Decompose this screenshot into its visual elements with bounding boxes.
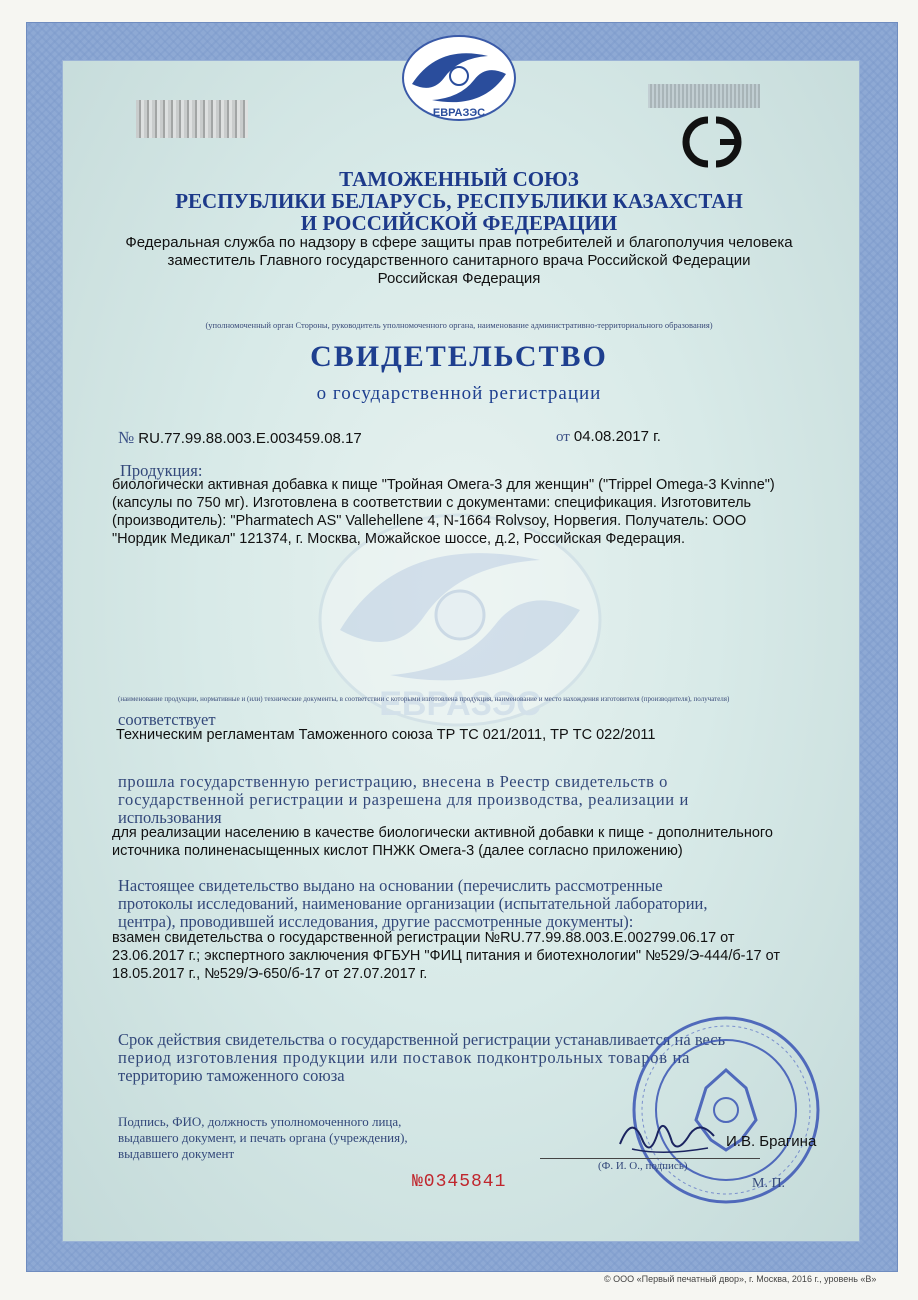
number-prefix: № (118, 428, 135, 447)
product-label: Продукция: (120, 461, 203, 480)
validity-line-3: территорию таможенного союза (118, 1066, 345, 1085)
status-line-3: использования (118, 808, 222, 827)
basis-line-1: Настоящее свидетельство выдано на основании (перечислить рассмотренные (118, 876, 663, 895)
signature-caption: (Ф. И. О., подпись) (598, 1160, 688, 1172)
usage-line-1: для реализации населению в качестве биологически активной добавки к пище - дополнительного (112, 825, 773, 841)
date-prefix: от (556, 429, 570, 445)
product-caption: (наименование продукции, нормативные и (или) технические документы, в соответствии с которыми изготовлена продукция, наименование и место нахождения изготовителя (производителя), получателя) (118, 695, 730, 703)
conformity-mark-icon (668, 112, 756, 172)
svg-text:ЕВРАЗЭС: ЕВРАЗЭС (379, 685, 541, 723)
signature-scribble (612, 1104, 722, 1164)
validity-line-1: Срок действия свидетельства о государственной регистрации устанавливается на весь (118, 1030, 726, 1049)
conformity-text: Техническим регламентам Таможенного союза ТР ТС 021/2011, ТР ТС 022/2011 (116, 727, 656, 743)
signer-name: И.В. Брагина (726, 1133, 817, 1150)
basis-value-line-3: 18.05.2017 г., №529/Э-650/б-17 от 27.07.2017 г. (112, 966, 428, 982)
hologram-strip (136, 100, 248, 138)
authority-caption: (уполномоченный орган Стороны, руководитель уполномоченного органа, наименование административно-территориального образования) (205, 320, 713, 330)
union-title-line-3: И РОССИЙСКОЙ ФЕДЕРАЦИИ (300, 211, 618, 235)
signature-label-line-2: выдавшего документ, и печать органа (учреждения), (118, 1130, 408, 1145)
product-line-4: "Нордик Медикал" 121374, г. Москва, Можайское шоссе, д.2, Российская Федерация. (112, 531, 686, 547)
authority-line-3: Российская Федерация (377, 270, 541, 287)
printer-note: © ООО «Первый печатный двор», г. Москва, 2016 г., уровень «В» (604, 1274, 877, 1284)
certificate-title: СВИДЕТЕЛЬСТВО (310, 340, 608, 373)
validity-line-2: период изготовления продукции или поставок подконтрольных товаров на (118, 1048, 691, 1067)
status-line-2: государственной регистрации и разрешена для производства, реализации и (118, 790, 689, 809)
registration-number: RU.77.99.88.003.E.003459.08.17 (138, 430, 362, 447)
usage-line-2: источника полиненасыщенных кислот ПНЖК Омега-3 (далее согласно приложению) (112, 843, 683, 859)
signature-label-line-3: выдавшего документ (118, 1146, 235, 1161)
product-line-3: (производитель): "Pharmatech AS" Vallehellene 4, N-1664 Rolvsoy, Норвегия. Получатель: ООО (112, 513, 747, 529)
signature-line (540, 1158, 760, 1159)
hologram-strip-right (648, 84, 760, 108)
certificate-subtitle: о государственной регистрации (316, 383, 602, 404)
svg-text:ЕВРАЗЭС: ЕВРАЗЭС (432, 107, 486, 119)
authority-line-1: Федеральная служба по надзору в сфере защиты прав потребителей и благополучия человека (125, 234, 793, 251)
product-line-1: биологически активная добавка к пище "Тройная Омега-3 для женщин" ("Trippel Omega-3 Kvinne") (112, 477, 775, 493)
union-title-line-1: ТАМОЖЕННЫЙ СОЮЗ (339, 167, 579, 191)
conformity-label: соответствует (118, 710, 216, 729)
registration-date-row (556, 428, 661, 446)
product-line-2: (капсулы по 750 мг). Изготовлена в соответствии с документами: спецификация. Изготовитель (112, 495, 752, 511)
registration-date: 04.08.2017 г. (573, 428, 661, 445)
form-number: №0345841 (412, 1172, 507, 1192)
signature-label-line-1: Подпись, ФИО, должность уполномоченного лица, (118, 1114, 402, 1129)
basis-value-line-2: 23.06.2017 г.; экспертного заключения ФГБУН "ФИЦ питания и биотехнологии" №529/Э-444/б-17 от (112, 948, 781, 964)
eurasec-logo (398, 34, 520, 130)
basis-line-3: центра), проводившей исследования, другие рассмотренные документы): (118, 912, 634, 931)
authority-line-2: заместитель Главного государственного санитарного врача Российской Федерации (167, 252, 751, 269)
registration-number-row (118, 428, 362, 448)
union-title-line-2: РЕСПУБЛИКИ БЕЛАРУСЬ, РЕСПУБЛИКИ КАЗАХСТАН (175, 189, 743, 213)
status-line-1: прошла государственную регистрацию, внесена в Реестр свидетельств о (118, 772, 669, 791)
mp-label: М. П. (752, 1176, 786, 1191)
basis-value-line-1: взамен свидетельства о государственной регистрации №RU.77.99.88.003.E.002799.06.17 от (112, 930, 735, 946)
basis-line-2: протоколы исследований, наименование организации (испытательной лаборатории, (118, 894, 708, 913)
